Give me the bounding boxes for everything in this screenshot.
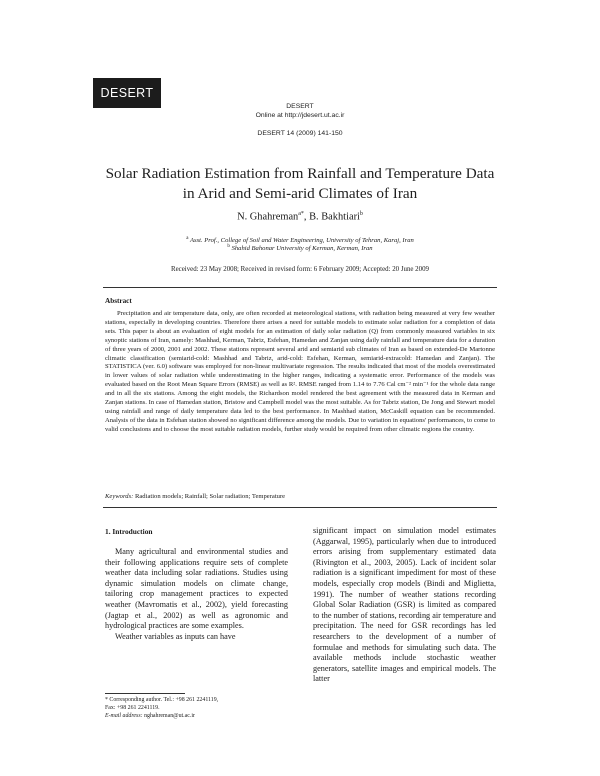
author-list (100, 211, 500, 222)
title-line-1: Solar Radiation Estimation from Rainfall and Temperature Data (105, 165, 495, 182)
section-heading-introduction: 1. Introduction (105, 527, 153, 536)
abstract-top-rule (103, 287, 497, 288)
journal-url[interactable]: Online at http://jdesert.ut.ac.ir (255, 112, 345, 119)
left-column (105, 547, 288, 642)
author-2-mark: b (359, 211, 363, 217)
received-dates: Received: 23 May 2008; Received in revised form: 6 February 2009; Accepted: 20 June 2009 (171, 266, 429, 273)
journal-citation: DESERT 14 (2009) 141-150 (257, 130, 343, 137)
footnote-corresponding: * Corresponding author. Tel.: +98 261 2241119, (105, 697, 219, 703)
paper-title (60, 164, 540, 204)
author-1: N. Ghahreman (237, 211, 299, 223)
author-separator: , (303, 211, 310, 223)
affiliation-2-mark: b (227, 244, 230, 249)
journal-logo: DESERT (93, 78, 161, 108)
journal-name: DESERT (286, 103, 314, 110)
abstract-heading: Abstract (105, 297, 132, 305)
intro-paragraph-2: Weather variables as inputs can have (115, 631, 236, 641)
abstract-text: Precipitation and air temperature data, only, are often recorded at meteorological stations, with radiation being measured at very few weather stations, especially in developing countries. Therefore there arises a need for suitable models to estimate solar radiation for a completion of data sets. This paper is about an evaluation of eight models for an estimation of daily solar radiation (Q) from commonly measured variables in six synoptic stations of Iran, namely: Mashhad, Kerman, Tabriz, Esfehan, Hamedan and Zanjan using daily rainfall and temperature data for a duration of three years of 2000, 2001 and 2002. These stations represent several arid and semiarid sub climates of Iran as based on extended-De Martonne climatic classification (semiarid-cold: Mashhad and Tabriz, arid-cold: Esfehan, Kerman, semiarid-extracold: Hamedan and Zanjan). The STATISTICA (ver. 6.0) software was employed for non-linear multivariate regression. The results indicated that most of the models overestimated in lower values of solar radiation while underestimating in the higher ranges, indicating a systematic error. Performance of the models was evaluated based on the Root Mean Square Errors (RMSE) as well as R². RMSE ranged from 1.14 to 7.76 Cal cm⁻² min⁻¹ for the whole data range and in all the six stations. Among the eight models, the Richardson model rendered the best agreement with the measured data in Kerman and Zanjan stations. In case of Hamedan station, Bristow and Campbell model was the most suitable. As for Tabriz station, De Jong and Stewart model using rainfall and range of daily temperature data led to the best performance. In Mashhad station, McCaskill equation can be recommended. Analysis of the data in Esfehan station showed no significant difference among the models. Due to variation in equations' performances, to come to valid conclusions and to choose the most suitable radiation models, further study would be required from other climatic regions the country. (105, 310, 495, 433)
affiliation-1-mark: a (186, 236, 189, 241)
footnote-email-label: E-mail address: (105, 713, 143, 719)
right-column: significant impact on simulation model estimates (Aggarwal, 1995), particularly when due to introduced errors arising from supplementary estimated data (Rivington et al., 2003, 2005). Lack of incident solar radiation is a significant impediment for most of these models, especially crop models (Bindi and Miglietta, 1991). The number of weather stations recording Global Solar Radiation (GSR) is limited as compared to the number of stations, recording air temperature and precipitation. The need for GSR recordings has led researchers to the development of a number of formulae and methods for simulating such data. The available methods include stochastic weather generators, satellite images and empirical models. The latter (313, 526, 496, 684)
keywords-text: Radiation models; Rainfall; Solar radiation; Temperature (134, 493, 286, 500)
abstract-bottom-rule (103, 507, 497, 508)
keywords-label: Keywords: (105, 493, 134, 500)
affiliation-2 (100, 244, 500, 252)
footnote-email-address[interactable]: nghahreman@ut.ac.ir (144, 713, 195, 719)
affiliation-1 (100, 236, 500, 244)
keywords (105, 493, 495, 500)
footnote-rule (105, 693, 185, 694)
footnote-fax: Fax: +98 261 2241119. (105, 705, 160, 711)
author-2: B. Bakhtiari (309, 211, 360, 223)
affiliation-2-text: Shahid Bahonar University of Kerman, Kerman, Iran (231, 245, 373, 253)
title-line-2: in Arid and Semi-arid Climates of Iran (182, 185, 418, 202)
footnote-email (105, 712, 295, 720)
intro-paragraph-1: Many agricultural and environmental studies and their following applications require sets of complete weather data including solar radiations. Studies using dynamic simulation models on climate change, tailoring crop management practices to expected weather (Mavromatis et al., 2002), yield forecasting (Jagtap et al., 2002) as well as agronomic and hydrological practices are some examples. (105, 547, 288, 631)
author-1-mark: a* (298, 211, 304, 217)
affiliation-1-text: Asst. Prof., College of Soil and Water Engineering, University of Tehran, Karaj, Iran (189, 237, 414, 245)
